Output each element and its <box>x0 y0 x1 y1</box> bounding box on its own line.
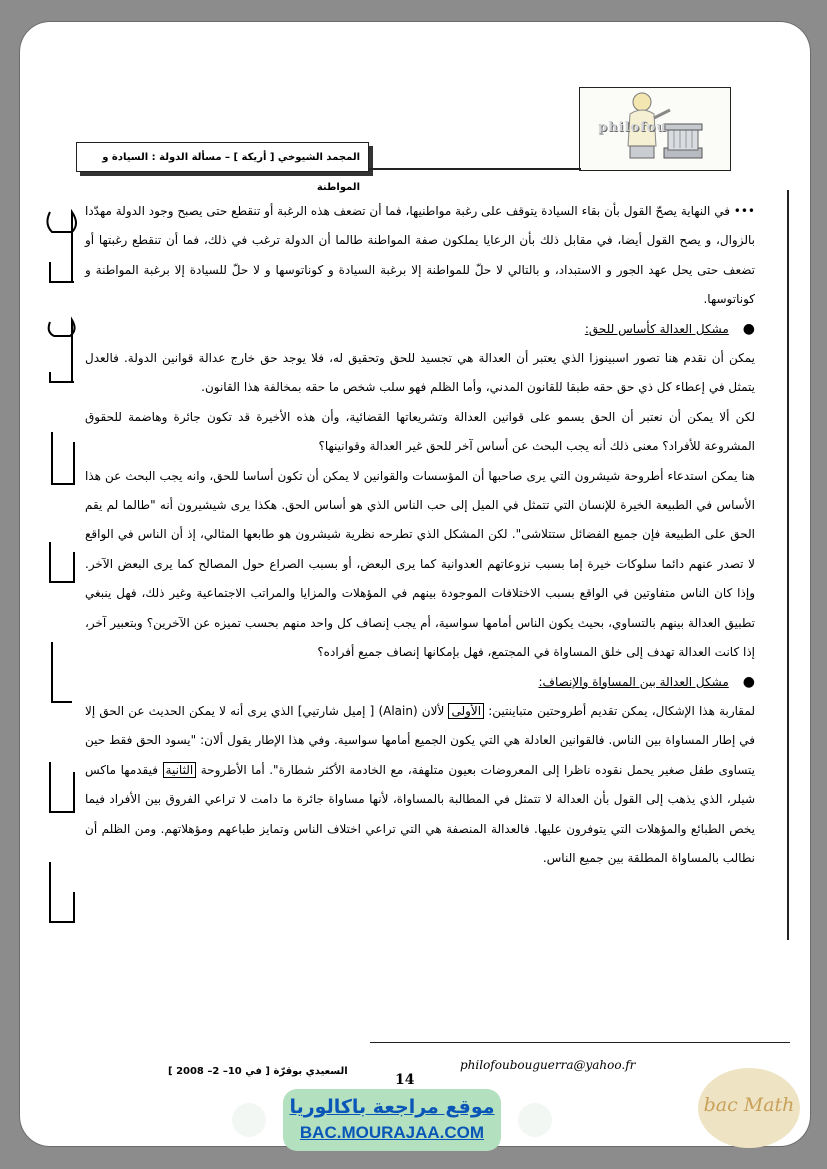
banner-arabic-link[interactable]: موقع مراجعة باكالوريا <box>289 1096 495 1118</box>
section-heading-justice <box>85 315 755 344</box>
right-mini-logo-icon <box>518 1103 552 1137</box>
philofou-logo <box>579 87 731 171</box>
right-vertical-rule <box>787 190 789 940</box>
logo-word: philofou <box>598 120 667 135</box>
header-title: المجمد الشيوخي [ أريكة ] – مسألة الدولة : السيادة و المواطنة <box>76 142 369 172</box>
bac-math-logo-text: bac Math <box>703 1094 795 1116</box>
footer-divider <box>370 1042 790 1043</box>
bac-math-logo <box>698 1068 800 1148</box>
section-heading-text: مشكل العدالة بين المساواة والإنصاف: <box>538 674 729 689</box>
section-heading-text: مشكل العدالة كأساس للحق: <box>584 321 729 336</box>
decorative-calligraphy-column <box>42 202 82 942</box>
left-mini-logo-icon <box>232 1103 266 1137</box>
footer-author-date: السعيدي بوقرّة [ في 10– 2– 2008 ] <box>168 1066 348 1077</box>
site-banner[interactable] <box>283 1089 501 1151</box>
paragraph: هنا يمكن استدعاء أطروحة شيشرون التي يرى صاحبها أن المؤسسات والقوانين لا يمكن أن تكون أساسا للحق، وانه يجب البحث عن هذا الأساس في الطبيعة الخيرة للإنسان التي تتمثل في الميل إلى حب الناس الذي هو أساس الحق. هكذا يرى شيشيرون أنه "طالما لم يقم الحق على الطبيعة فإن جميع الفضائل ستتلاشى". لكن المشكل الذي تطرحه نظرية شيشرون هو طابعها المثالي، إذ أن الناس في الواقع لا تصدر عنهم دائما سلوكات خيرة إما بسبب نزوعاتهم العدوانية كما يرى البعض، أو بسبب الصراع حول المصالح كما يرى البعض الآخر. وإذا كان الناس متفاوتين في الواقع بسبب الاختلافات الموجودة بينهم في المؤهلات والمزايا والمراتب الاجتماعية وغير ذلك، فهل ينبغي تطبيق العدالة بينهم بالتساوي، بحيث يكون الناس أمامها سواسية، أم يجب إنصاف كل واحد منهم بحسب تميزه عن الآخرين؟ وبتعبير آخر، إذا كانت العدالة تهدف إلى خلق المساواة في المجتمع، فهل بإمكانها إنصاف جميع أفراده؟ <box>85 468 755 660</box>
bullet-icon: ● <box>742 320 755 337</box>
boxed-word-second: الثانية <box>163 762 197 778</box>
paragraph: لكن ألا يمكن أن نعتبر أن الحق يسمو على قوانين العدالة وتشريعاتها القضائية، وأن هذه الأخيرة قد تكون جائرة وهاضمة للحقوق المشروعة للأفراد؟ معنى ذلك أنه يجب البحث عن أساس آخر للحق غير العدالة وقوانينها؟ <box>85 409 755 454</box>
header-divider <box>369 168 581 170</box>
footer-email: philofoubouguerra@yahoo.fr <box>460 1058 636 1072</box>
page-number: 14 <box>395 1072 415 1088</box>
paragraph: ••• في النهاية يصحّ القول بأن بقاء السيادة يتوقف على رغبة مواطنيها، فما أن تضعف هذه الرغبة أو تنقطع حتى يصبح وجود الدولة مهدّدا بالزوال، و يصح القول أيضا، في مقابل ذلك بأن الرعايا يملكون صفة المواطنة طالما أن الدولة ترغب في ذلك، فما أن تنقطع رغبتها أو تضعف حتى يحل عهد الجور و الاستبداد، و بالتالي لا حلّ للمواطنة إلا برغبة السيادة و كوناتوسها و لا حلّ للسيادة إلا برغبة المواطنة و كوناتوسها. <box>85 204 755 307</box>
document-body <box>85 197 755 873</box>
boxed-word-first: الأولى <box>448 703 484 719</box>
text-run: فيقدمها ماكس شيلر، الذي يذهب إلى القول بأن العدالة لا تتمثل في المطالبة بالمساواة، لأنها مساواة جائرة ما دامت لا تراعي الفروق بين الأفراد فيما يخص الطبائع والمؤهلات التي يتوفرون عليها. فالعدالة المنصفة هي التي تراعي اختلاف الناس وتمايز طباعهم ومؤهلاتهم. ومن الظلم أن نطالب بالمساواة المطلقة بين جميع الناس. <box>85 762 755 865</box>
text-run: لألان (Alain) [ إميل شارتيي] الذي يرى أنه لا يمكن الحديث عن الحق إلا في إطار المساواة بين الناس. فالقوانين العادلة هي التي يكون الجميع أمامها سواسية. وفي هذا الإطار يقول ألان: "يسود الحق فقط حين يتساوى طفل صغير يحمل نقوده ناظرا إلى المعروضات بعيون متلهفة، مع الخادمة الأكثر شطارة". أما الأطروحة <box>85 703 755 777</box>
section-heading-equality <box>85 668 755 697</box>
bullet-icon: ● <box>742 673 755 690</box>
paragraph <box>85 697 755 873</box>
banner-url-link[interactable]: BAC.MOURAJAA.COM <box>299 1123 485 1142</box>
text-run: لمقاربة هذا الإشكال، يمكن تقديم أطروحتين متباينتين: <box>488 703 755 718</box>
paragraph: يمكن أن نقدم هنا تصور اسبينوزا الذي يعتبر أن العدالة هي تجسيد للحق وتحقيق له، فلا يوجد حق خارج عدالة قوانين الدولة. فالعدل يتمثل في إعطاء كل ذي حق حقه طبقا للقانون المدني، وأما الظلم فهو سلب شخص ما حقه بمخالفة هذا القانون. <box>85 351 755 395</box>
